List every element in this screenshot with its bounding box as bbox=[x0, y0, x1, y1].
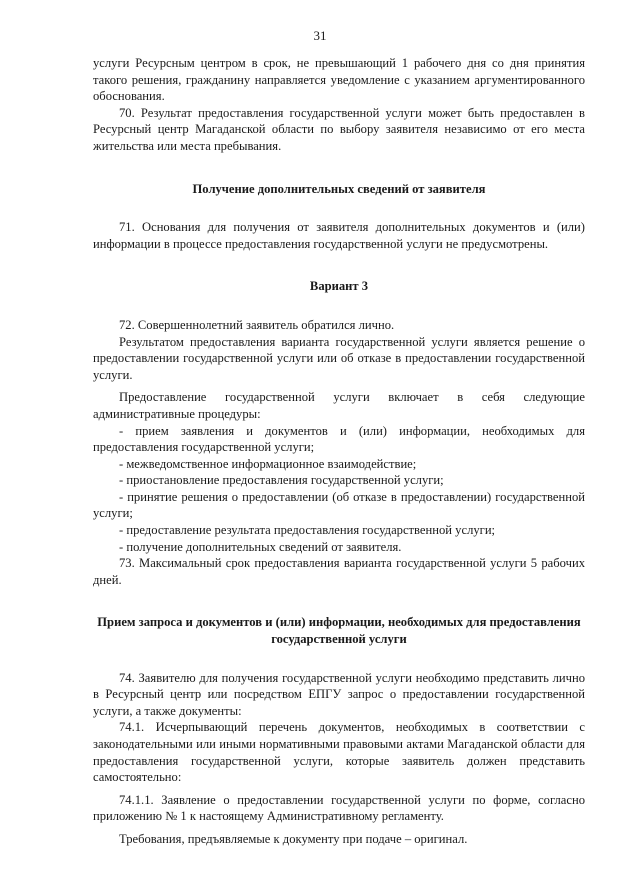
list-item-suspension: - приостановление предоставления государственной услуги; bbox=[119, 473, 444, 488]
paragraph-continuation: услуги Ресурсным центром в срок, не превышающий 1 рабочего дня со дня принятия такого решения, гражданину направляется уведомление с указанием аргументированного обоснования. bbox=[93, 56, 585, 104]
paragraph-73: 73. Максимальный срок предоставления варианта государственной услуги 5 рабочих дней. bbox=[93, 556, 585, 587]
section-heading-request-reception: Прием запроса и документов и (или) информации, необходимых для предоставления государственной услуги bbox=[97, 615, 581, 647]
paragraph-74-1-1: 74.1.1. Заявление о предоставлении государственной услуги по форме, согласно приложению № 1 к настоящему Административному регламенту. bbox=[93, 792, 585, 824]
paragraph-70: 70. Результат предоставления государственной услуги может быть предоставлен в Ресурсный центр Магаданской области по выбору заявителя независимо от его места жительства или места пребывания. bbox=[93, 105, 585, 153]
list-item-reception: - прием заявления и документов и (или) информации, необходимых для предоставления государственной услуги; bbox=[93, 423, 585, 455]
list-item-decision: - принятие решения о предоставлении (об отказе в предоставлении) государственной услуги; bbox=[93, 489, 585, 521]
paragraph-result: Результатом предоставления варианта государственной услуги является решение о предоставлении государственной услуги или об отказе в предоставлении государственной услуги. bbox=[93, 334, 585, 382]
paragraph-procedures-intro: Предоставление государственной услуги включает в себя следующие административные процедуры: bbox=[93, 390, 585, 421]
section-heading-variant-3: Вариант 3 bbox=[309, 279, 369, 294]
paragraph-72: 72. Совершеннолетний заявитель обратился лично. bbox=[119, 317, 395, 332]
document-body bbox=[93, 55, 585, 848]
list-item-result-delivery: - предоставление результата предоставления государственной услуги; bbox=[119, 523, 496, 538]
paragraph-71: 71. Основания для получения от заявителя дополнительных документов и (или) информации в процессе предоставления государственной услуги не предусмотрены. bbox=[93, 220, 585, 251]
section-heading-additional-info: Получение дополнительных сведений от заявителя bbox=[192, 181, 486, 196]
paragraph-74-1: 74.1. Исчерпывающий перечень документов, необходимых в соответствии с законодательными или иными нормативными правовыми актами Магаданской области для предоставления государственной услуги, которые заявитель должен представить самостоятельно: bbox=[93, 720, 585, 785]
list-item-additional-info: - получение дополнительных сведений от заявителя. bbox=[119, 539, 402, 554]
paragraph-requirements: Требования, предъявляемые к документу при подаче – оригинал. bbox=[119, 831, 468, 846]
list-item-interaction: - межведомственное информационное взаимодействие; bbox=[119, 456, 417, 471]
page-number: 31 bbox=[313, 28, 327, 43]
paragraph-74: 74. Заявителю для получения государственной услуги необходимо представить лично в Ресурсный центр или посредством ЕПГУ запрос о предоставлении государственной услуги, а также документы: bbox=[93, 670, 585, 718]
